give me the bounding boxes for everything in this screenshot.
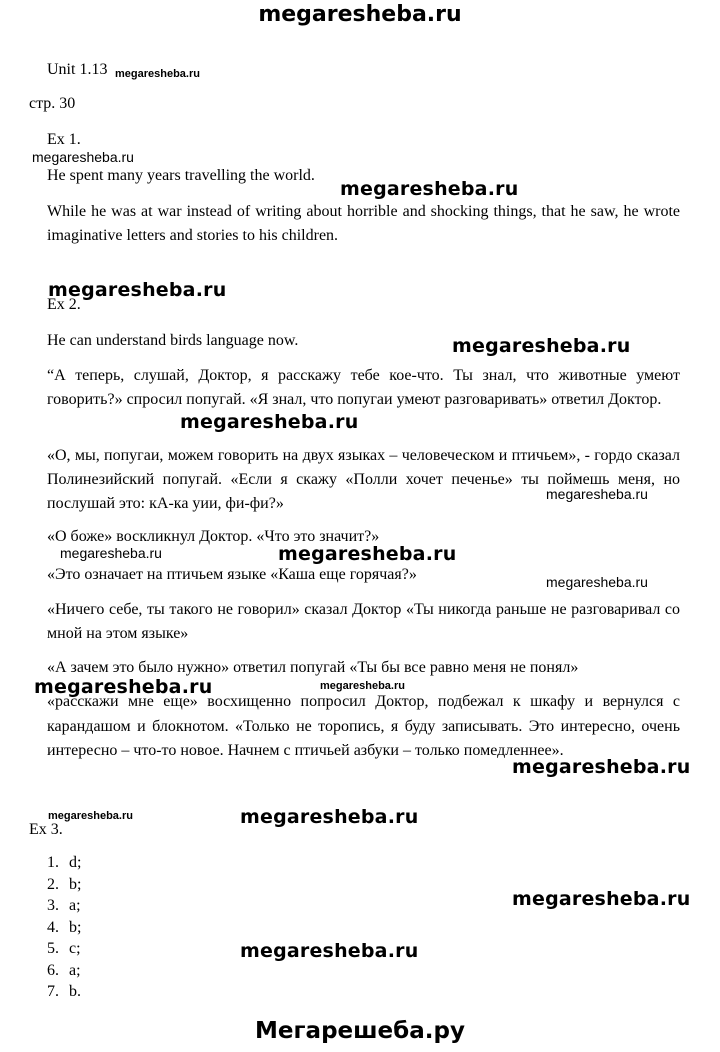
ex2-paragraph: «Это означает на птичьем языке «Каша еще горячая?»: [47, 566, 417, 583]
ex2-paragraph: «А зачем это было нужно» ответил попугай «Ты бы все равно меня не понял»: [47, 659, 579, 676]
watermark-small: megaresheba.ru: [48, 810, 133, 822]
ex2-heading: Ex 2.: [47, 296, 81, 313]
ex2-paragraph: He can understand birds language now.: [47, 332, 299, 349]
watermark-big: megaresheba.ru: [340, 178, 519, 200]
page-ref: стр. 30: [29, 95, 76, 112]
ex2-paragraph: «расскажи мне еще» восхищенно попросил Доктор, подбежал к шкафу и вернулся с карандашом и блокнотом. «Только не торопись, я буду записывать. Это интересно, очень интересно – что-то новое. Начнем с птичьей азбуки – только помедленнее».: [47, 693, 680, 759]
watermark-small: megaresheba.ru: [546, 574, 648, 590]
watermark-big: megaresheba.ru: [452, 335, 631, 357]
ex2-paragraph: «О боже» воскликнул Доктор. «Что это значит?»: [47, 528, 380, 545]
ex1-heading: Ex 1.: [47, 131, 81, 148]
ex1-line: He spent many years travelling the world.: [47, 167, 315, 184]
ex2-paragraph: «Ничего себе, ты такого не говорил» сказал Доктор «Ты никогда раньше не разговаривал со мной на этом языке»: [47, 601, 680, 642]
ex2-paragraph: “А теперь, слушай, Доктор, я расскажу тебе кое-что. Ты знал, что животные умеют говорить?» спросил попугай. «Я знал, что попугаи умеют разговаривать» ответил Доктор.: [47, 367, 680, 408]
list-item: 1. d;: [47, 854, 82, 871]
watermark-big: megaresheba.ru: [240, 940, 419, 962]
watermark-small: megaresheba.ru: [115, 68, 200, 80]
watermark-big: megaresheba.ru: [48, 279, 227, 301]
list-item: 4. b;: [47, 918, 82, 936]
watermark-big: megaresheba.ru: [180, 411, 359, 433]
list-item: 6. a;: [47, 961, 81, 979]
watermark-big: megaresheba.ru: [34, 676, 213, 698]
ex3-heading: Ex 3.: [29, 821, 63, 838]
ex3-answer-list: [47, 852, 81, 1003]
watermark-big: megaresheba.ru: [512, 888, 691, 910]
header-watermark: megaresheba.ru: [258, 2, 462, 27]
list-item: 7. b.: [47, 983, 81, 1000]
watermark-small: megaresheba.ru: [32, 149, 134, 165]
ex2-paragraph: «О, мы, попугаи, можем говорить на двух языках – человеческом и птичьем», - гордо сказал Полинезийский попугай. «Если я скажу «Полли хочет печенье» ты поймешь меня, но послушай это: кА-ка уии, фи-фи?»: [47, 447, 680, 512]
list-item: 2. b;: [47, 875, 82, 893]
watermark-small: megaresheba.ru: [320, 680, 405, 692]
list-item: 5. c;: [47, 940, 81, 957]
watermark-big: megaresheba.ru: [240, 806, 419, 828]
footer-watermark: Мегарешеба.ру: [255, 1018, 465, 1044]
watermark-big: megaresheba.ru: [512, 756, 691, 778]
watermark-small: megaresheba.ru: [546, 486, 648, 502]
watermark-big: megaresheba.ru: [278, 543, 457, 565]
ex1-line: While he was at war instead of writing about horrible and shocking things, that he saw, he wrote imaginative letters and stories to his children.: [47, 203, 680, 244]
unit-title: Unit 1.13: [47, 61, 108, 78]
watermark-small: megaresheba.ru: [60, 545, 162, 561]
list-item: 3. a;: [47, 897, 81, 914]
